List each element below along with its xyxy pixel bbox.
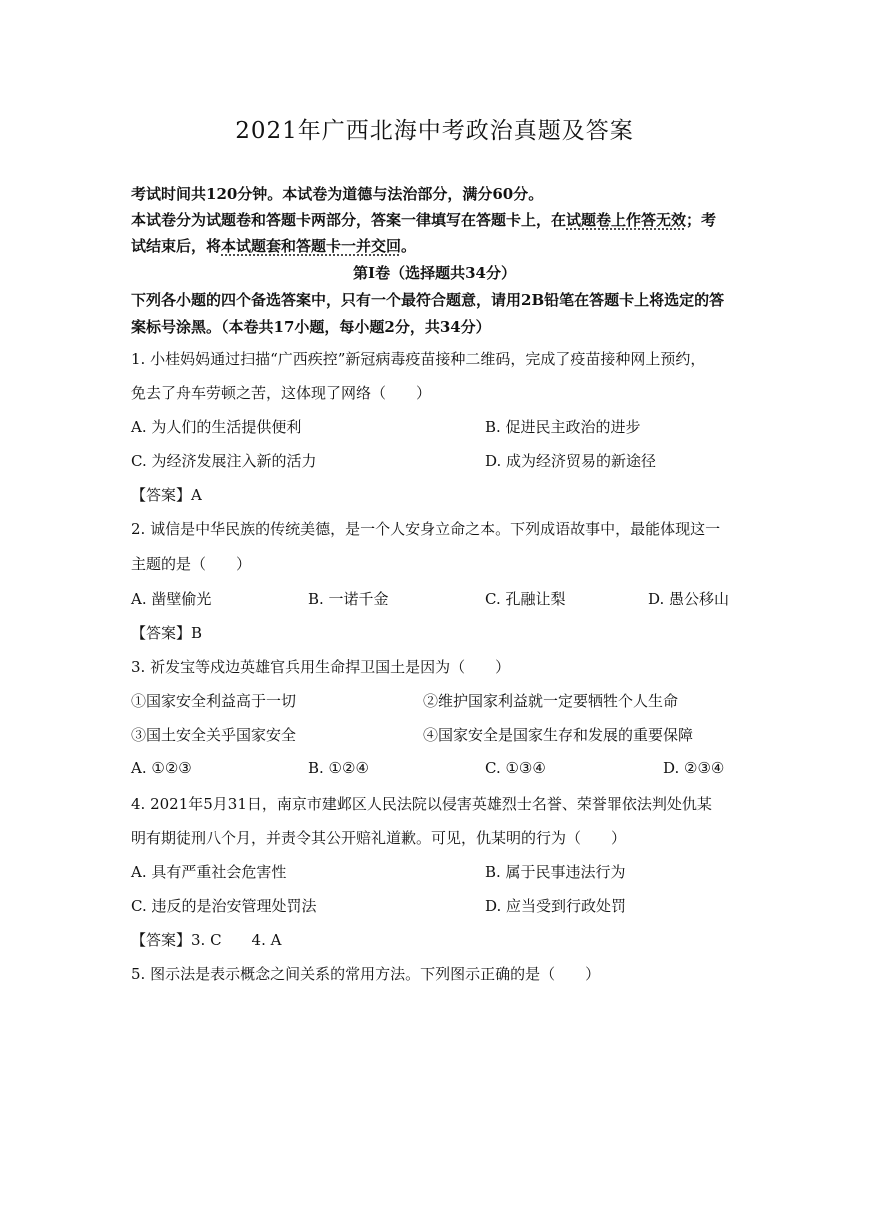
q3-option-b: B. ①②④ [308, 759, 369, 777]
q4-option-c: C. 违反的是治安管理处罚法 [131, 897, 317, 915]
instruction-line-1: 考试时间共120分钟。本试卷为道德与法治部分，满分60分。 [131, 185, 544, 203]
q3-stem-line-1: 3. 祈发宝等戍边英雄官兵用生命捍卫国土是因为（ ） [131, 658, 511, 676]
q2-stem-line-1: 2. 诚信是中华民族的传统美德，是一个人安身立命之本。下列成语故事中，最能体现这一 [131, 520, 721, 538]
q4-option-d: D. 应当受到行政处罚 [485, 897, 627, 915]
section-heading: 第Ⅰ卷（选择题共34分） [353, 264, 516, 282]
document-title: 2021年广西北海中考政治真题及答案 [235, 118, 634, 144]
q2-option-d: D. 愚公移山 [648, 590, 730, 608]
q2-answer: 【答案】B [131, 624, 203, 642]
q3-option-d: D. ②③④ [663, 759, 725, 777]
q1-answer: 【答案】A [131, 486, 202, 504]
q3-option-c: C. ①③④ [485, 759, 546, 777]
q2-stem-line-2: 主题的是（ ） [131, 555, 252, 573]
q1-option-c: C. 为经济发展注入新的活力 [131, 452, 317, 470]
q1-stem-line-2: 免去了舟车劳顿之苦，这体现了网络（ ） [131, 384, 432, 402]
instruction-emphasis-2: 本试题套和答题卡一并交回 [221, 237, 402, 255]
q1-stem-line-1: 1. 小桂妈妈通过扫描“广西疾控”新冠病毒疫苗接种二维码，完成了疫苗接种网上预约， [131, 350, 706, 368]
q3-statement-3: ③国土安全关乎国家安全 [131, 726, 297, 744]
q2-option-c: C. 孔融让梨 [485, 590, 566, 608]
q3-option-a: A. ①②③ [131, 759, 192, 777]
q5-stem-line-1: 5. 图示法是表示概念之间关系的常用方法。下列图示正确的是（ ） [131, 965, 601, 983]
q4-option-a: A. 具有严重社会危害性 [131, 863, 287, 881]
instruction-line-2-a: 本试卷分为试题卷和答题卡两部分，答案一律填写在答题卡上，在 [131, 211, 567, 229]
q4-stem-line-2: 明有期徒刑八个月，并责令其公开赔礼道歉。可见，仇某明的行为（ ） [131, 829, 627, 847]
section-desc-line-1: 下列各小题的四个备选答案中，只有一个最符合题意，请用2B铅笔在答题卡上将选定的答 [131, 291, 725, 309]
q2-option-a: A. 凿壁偷光 [131, 590, 212, 608]
instruction-line-3 [131, 235, 416, 256]
q4-option-b: B. 属于民事违法行为 [485, 863, 626, 881]
q4-stem-line-1: 4. 2021年5月31日，南京市建邺区人民法院以侵害英雄烈士名誉、荣誉罪依法判处仇某 [131, 795, 712, 813]
instruction-line-3-c: 。 [401, 237, 417, 255]
section-desc-line-2: 案标号涂黑。（本卷共17小题，每小题2分，共34分） [131, 318, 491, 336]
q3-statement-1: ①国家安全利益高于一切 [131, 692, 297, 710]
q1-option-d: D. 成为经济贸易的新途径 [485, 452, 657, 470]
q3-q4-answer: 【答案】3. C 4. A [131, 931, 282, 949]
q3-statement-4: ④国家安全是国家生存和发展的重要保障 [423, 726, 694, 744]
instruction-line-2-c: ；考 [686, 211, 717, 229]
instruction-emphasis-1: 试题卷上作答无效 [566, 211, 687, 229]
q1-option-b: B. 促进民主政治的进步 [485, 418, 641, 436]
instruction-line-2 [131, 209, 716, 230]
q2-option-b: B. 一诺千金 [308, 590, 389, 608]
instruction-line-3-a: 试结束后，将 [131, 237, 222, 255]
q1-option-a: A. 为人们的生活提供便利 [131, 418, 302, 436]
q3-statement-2: ②维护国家利益就一定要牺牲个人生命 [423, 692, 679, 710]
